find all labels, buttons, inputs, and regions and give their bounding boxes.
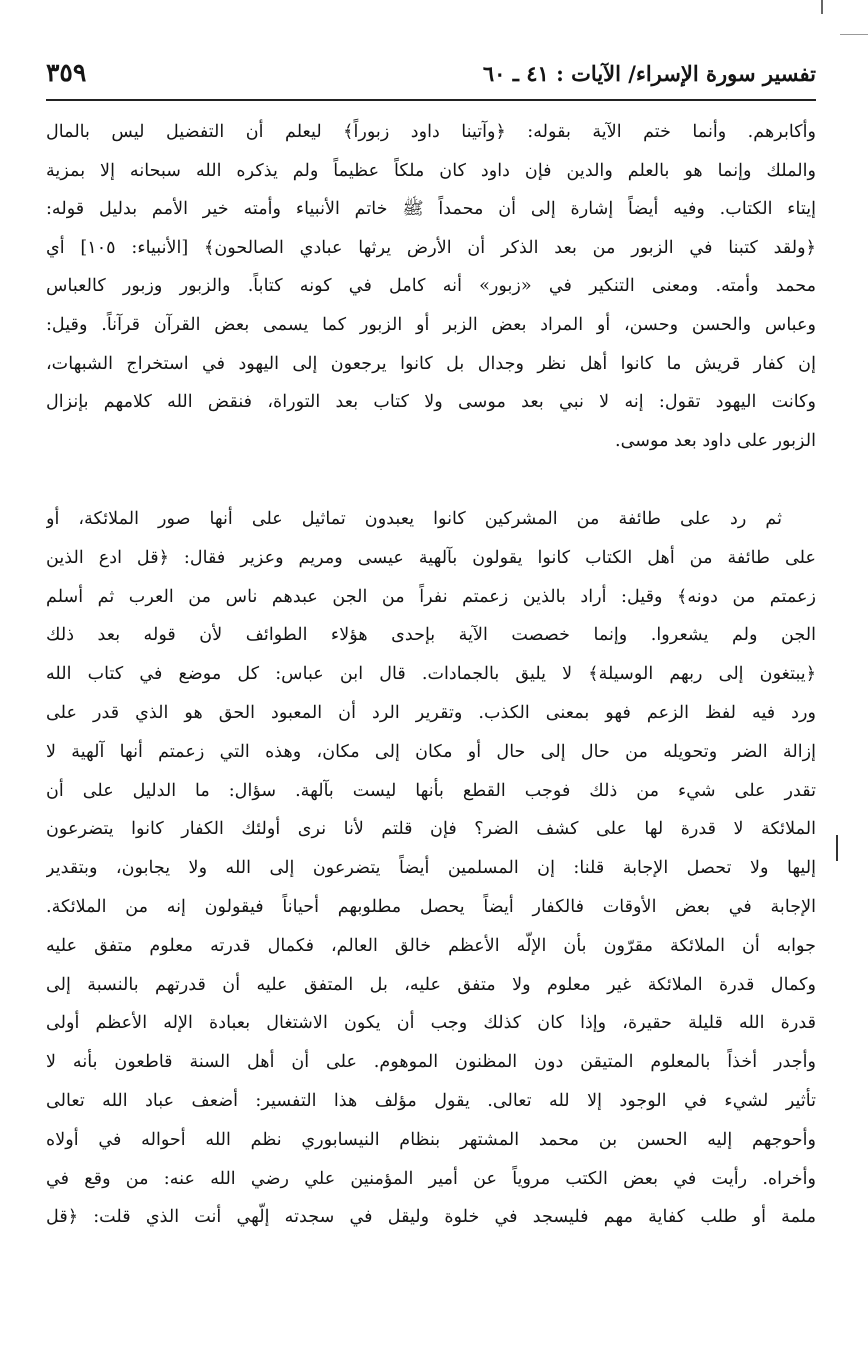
text-line: تقدر على شيء من ذلك فوجب القطع بأنها ليست بآلهة. سؤال: ما الدليل على أن	[46, 780, 816, 801]
header-rule	[46, 99, 816, 101]
text-line: ﴿ولقد كتبنا في الزبور من بعد الذكر أن الأرض يرثها عبادي الصالحون﴾ [الأنبياء: ١٠٥] أي	[46, 237, 816, 258]
text-line: وأحوجهم إليه الحسن بن محمد المشتهر بنظام النيسابوري نظم الله أحواله في أولاه	[46, 1129, 816, 1150]
text-line: الجن ولم يشعروا. وإنما خصصت الآية بإحدى هؤلاء الطوائف لأن قوله بعد ذلك	[46, 625, 816, 646]
text-line: الإجابة في بعض الأوقات فالكفار أيضاً يحصل مطلوبهم أحياناً فيقولون إنه من الملائكة.	[46, 896, 816, 917]
text-line: وكانت اليهود تقول: إنه لا نبي بعد موسى ولا كتاب بعد التوراة، فنقض الله كلامهم بإنزال	[46, 392, 816, 413]
scan-edge-dash	[840, 34, 868, 35]
text-line: قدرة الله قليلة حقيرة، وإذا كان كذلك وجب أن يكون الاشتغال بعبادة الإله الأعظم أولى	[46, 1013, 816, 1034]
page-header	[46, 58, 816, 94]
running-title: تفسير سورة الإسراء/ الآيات : ٤١ ـ ٦٠	[482, 61, 816, 86]
text-line: ورد فيه لفظ الزعم فهو بمعنى الكذب. وتقرير الرد أن المعبود الحق هو الذي قدر على	[46, 702, 816, 723]
text-line: وأجدر أخذاً بالمعلوم المتيقن دون المظنون الموهوم. على أن أهل السنة قاطعون بأنه لا	[46, 1052, 816, 1073]
paragraph-2	[46, 500, 816, 1237]
text-line: الزبور على داود بعد موسى.	[615, 430, 816, 451]
text-line: على طائفة من أهل الكتاب كانوا يقولون بآلهية عيسى ومريم وعزير فقال: ﴿قل ادع الذين	[46, 547, 816, 568]
text-line: جوابه أن الملائكة مقرّون بأن الإلّه الأعظم خالق العالم، فكمال قدرته معلوم متفق عليه	[46, 935, 816, 956]
text-line: تأثير لشيء في الوجود إلا لله تعالى. يقول مؤلف هذا التفسير: أضعف عباد الله تعالى	[46, 1090, 816, 1111]
text-line: زعمتم من دونه﴾ وقيل: أراد بالذين زعمتم نفراً من الجن عبدهم ناس من العرب ثم أسلم	[46, 586, 816, 607]
text-line: محمد وأمته. ومعنى التنكير في «زبور» أنه كامل في كونه كتاباً. والزبور وزبور كالعباس	[46, 276, 816, 297]
page-number: ٣٥٩	[46, 58, 87, 87]
text-line: ثم رد على طائفة من المشركين كانوا يعبدون تماثيل على أنها صور الملائكة، أو	[46, 509, 782, 529]
text-line: إزالة الضر وتحويله من حال إلى حال أو مكان إلى مكان، وهذه التي زعمتم أنها آلهية لا	[46, 741, 816, 762]
text-line: وأكابرهم. وأنما ختم الآية بقوله: ﴿وآتينا داود زبوراً﴾ ليعلم أن التفضيل ليس بالمال	[46, 122, 816, 142]
text-line: ملمة أو طلب كفاية مهم فليسجد في خلوة وليقل في سجدته إلّهي أنت الذي قلت: ﴿قل	[46, 1207, 816, 1228]
text-line: وكمال قدرة الملائكة غير معلوم ولا متفق عليه، بل المتفق عليه أن قدرتهم بالنسبة إلى	[46, 974, 816, 995]
text-line: إليها ولا تحصل الإجابة قلنا: إن المسلمين أيضاً يتضرعون إلى الله ولا يجابون، وبتقدير	[46, 858, 816, 879]
text-line: وعباس والحسن وحسن، أو المراد بعض الزبر أو الزبور كما يسمى بعض القرآن قرآناً. وقيل:	[46, 314, 816, 335]
text-line: ﴿يبتغون إلى ربهم الوسيلة﴾ لا يليق بالجمادات. قال ابن عباس: كل موضع في كتاب الله	[46, 664, 816, 685]
text-line: والملك وإنما هو بالعلم والدين فإن داود كان ملكاً عظيماً ولم يذكره الله سبحانه إلا بمزية	[46, 160, 816, 181]
text-line: وأخراه. رأيت في بعض الكتب مروياً عن أمير المؤمنين علي رضي الله عنه: من وقع في	[46, 1168, 816, 1189]
text-line: إن كفار قريش ما كانوا أهل نظر وجدال بل كانوا يرجعون إلى اليهود في استخراج الشبهات،	[46, 353, 816, 374]
scan-edge-mark	[821, 0, 823, 14]
text-line: الملائكة لا قدرة لها على كشف الضر؟ فإن قلتم لأنا نرى أولئك الكفار كانوا يتضرعون	[46, 819, 816, 840]
text-line: إيتاء الكتاب. وفيه أيضاً إشارة إلى أن محمداً ﷺ خاتم الأنبياء وأمته خير الأمم بدليل قوله:	[46, 199, 816, 220]
paragraph-1	[46, 113, 816, 460]
margin-mark	[836, 835, 838, 861]
